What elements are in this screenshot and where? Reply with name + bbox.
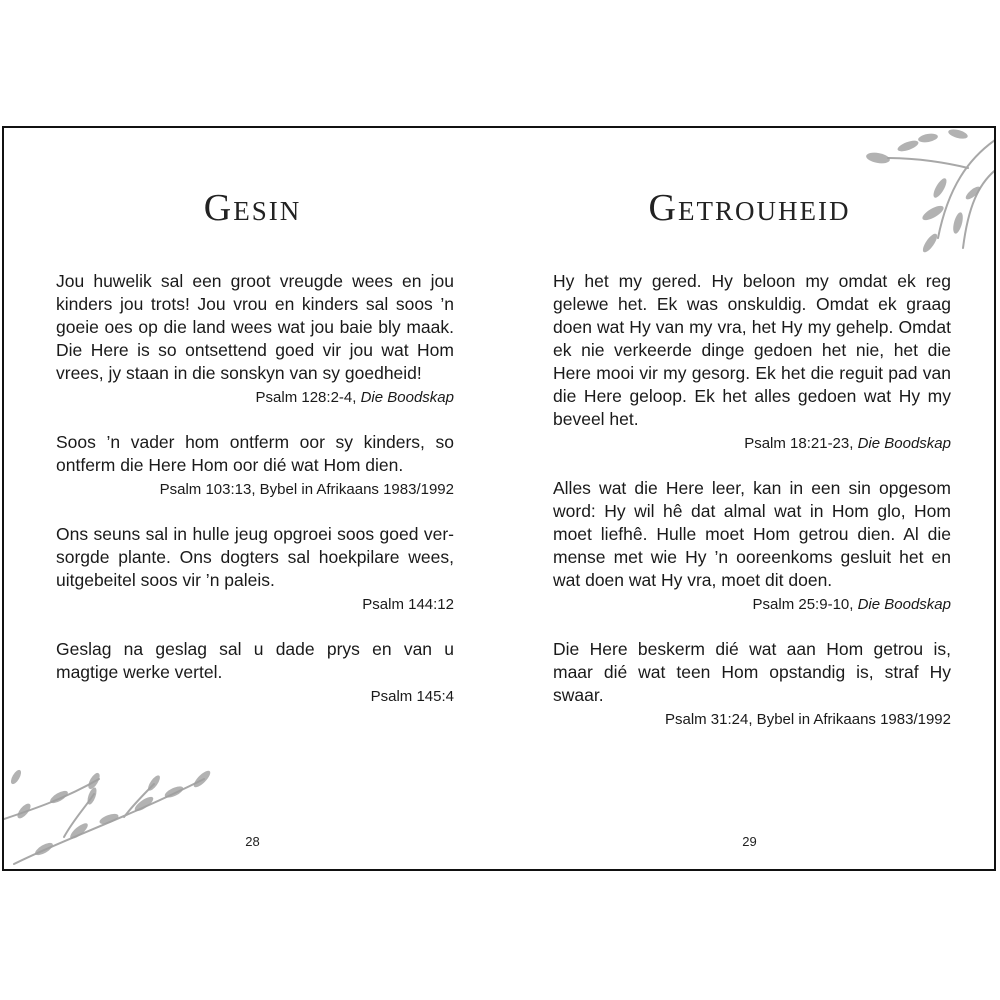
verse-text: Soos ’n vader hom ontferm oor sy kinders, so ontferm die Here Hom oor dié wat Hom dien. [56, 432, 454, 475]
passage [56, 431, 454, 501]
leaf-sprig-icon [4, 739, 234, 869]
passage [553, 270, 951, 455]
verse-source: Die Boodskap [857, 435, 951, 452]
book-spread [2, 126, 996, 871]
verse-text: Jou huwelik sal een groot vreugde wees en jou kinders jou trots! Jou vrou en kinders sal soos ’n goeie oes op die land wees wat jou baie bly maak. Die Here is so ontsettend goed vir jou wat Hom vrees, jy staan in die sonskyn van sy goedheid! [56, 271, 454, 383]
verse-text: Ons seuns sal in hulle jeug opgroei soos goed versorgde plante. Ons dogters sal hoekpilare wees, uitgebeitel soos vir ’n paleis. [56, 524, 454, 590]
verse-reference: Psalm 145:4 [370, 688, 454, 705]
verse-source: Die Boodskap [360, 389, 454, 406]
verse-source: Die Boodskap [857, 596, 951, 613]
passage [553, 638, 951, 731]
verse-reference: Psalm 144:12 [362, 596, 454, 613]
verse-reference: Psalm 18:21-23, Die Boodskap [744, 435, 951, 452]
verse-reference: Psalm 25:9-10, Die Boodskap [752, 596, 951, 613]
page-title: Gesin [203, 187, 302, 229]
left-page [4, 128, 501, 869]
verse-text: Die Here beskerm dié wat aan Hom getrou is, maar dié wat teen Hom opstandig is, straf Hy swaar. [553, 639, 951, 705]
page-number: 28 [245, 834, 260, 849]
passage [56, 638, 454, 708]
verse-reference: Psalm 128:2-4, Die Boodskap [255, 389, 454, 406]
verse-text: Hy het my gered. Hy beloon my omdat ek reg gelewe het. Ek was onskuldig. Omdat ek graag doen wat Hy van my vra, het Hy my gehelp. Omdat ek nie verkeerde dinge gedoen het nie, het die Here mooi vir my gesorg. Ek het die reguit pad van die Here geloop. Ek het alles gedoen wat Hy my beveel het. [553, 271, 951, 429]
verse-reference: Psalm 103:13, Bybel in Afrikaans 1983/1992 [159, 481, 454, 498]
page-number: 29 [742, 834, 757, 849]
passage [56, 523, 454, 616]
verse-reference: Psalm 31:24, Bybel in Afrikaans 1983/1992 [664, 711, 951, 728]
leaf-sprig-icon [858, 128, 996, 263]
right-page [501, 128, 996, 869]
passage-list [553, 270, 951, 753]
passage-list [56, 270, 454, 730]
verse-text: Geslag na geslag sal u dade prys en van u magtige werke vertel. [56, 639, 454, 682]
page-title: Getrouheid [648, 187, 851, 229]
passage [56, 270, 454, 409]
verse-text: Alles wat die Here leer, kan in een sin opgesom word: Hy wil hê dat almal wat in Hom glo, Hom moet liefhê. Hulle moet Hom getrou dien. Al die mense met wie Hy ’n ooreenkoms gesluit het en wat doen wat Hy vra, moet dit doen. [553, 478, 951, 590]
passage [553, 477, 951, 616]
